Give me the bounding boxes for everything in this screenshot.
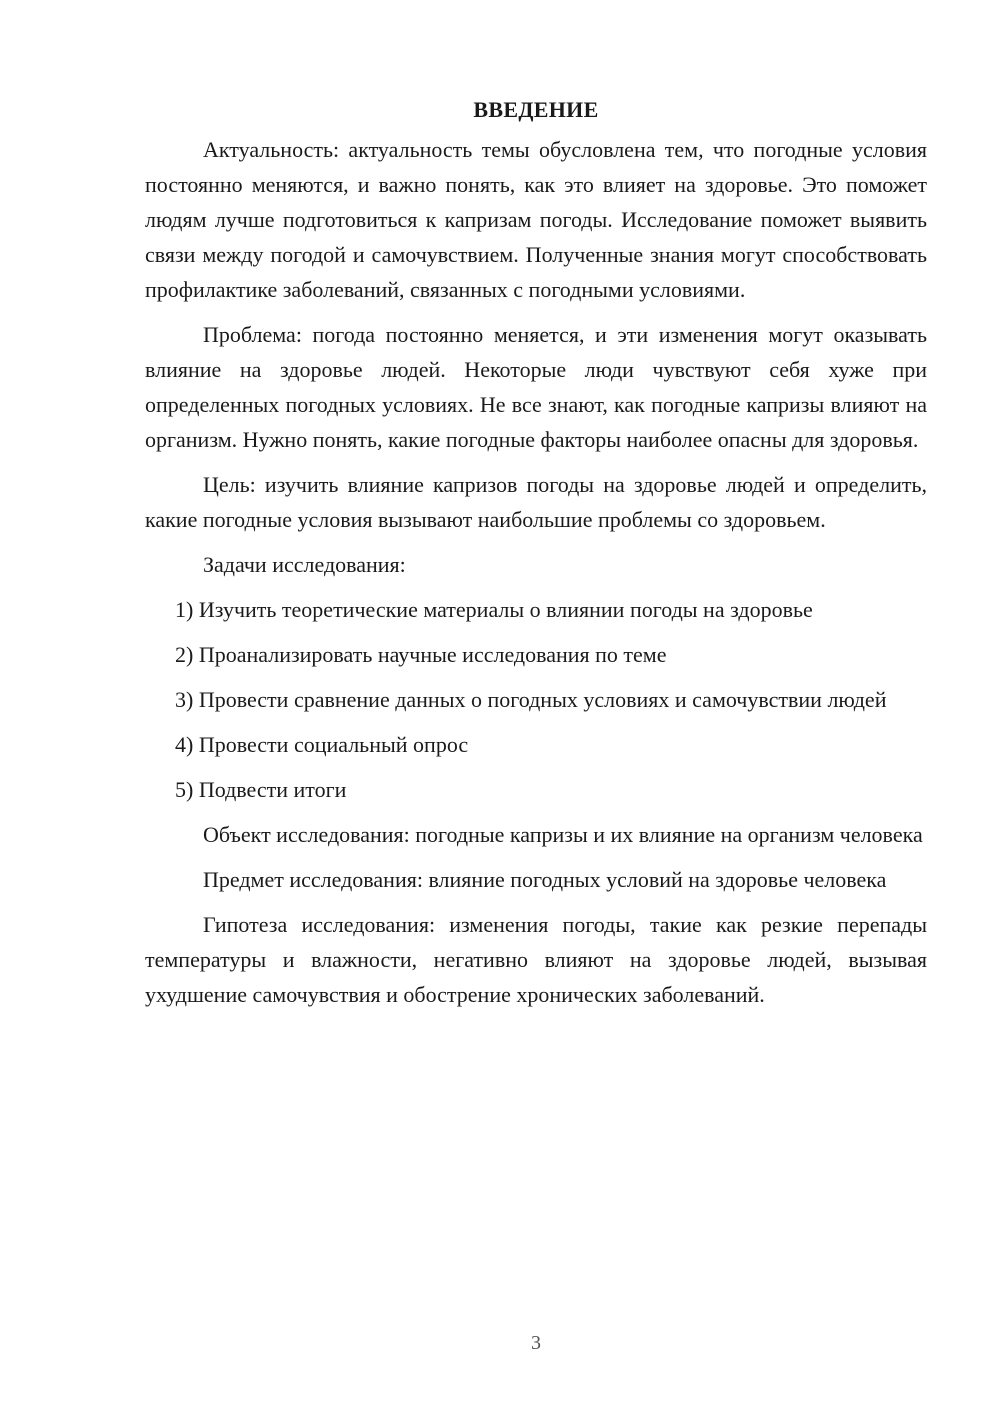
paragraph-problem: Проблема: погода постоянно меняется, и эти изменения могут оказывать влияние на здоровье людей. Некоторые люди чувствуют себя хуже при определенных погодных условиях. Не все знают, как погодные капризы влияют на организм. Нужно понять, какие погодные факторы наиболее опасны для здоровья. bbox=[145, 322, 927, 452]
paragraph-goal: Цель: изучить влияние капризов погоды на здоровье людей и определить, какие погодные условия вызывают наибольшие проблемы со здоровьем. bbox=[145, 472, 927, 532]
list-item: 5) Подвести итоги bbox=[175, 777, 347, 802]
list-item: 3) Провести сравнение данных о погодных условиях и самочувствии людей bbox=[175, 687, 887, 712]
paragraph-object: Объект исследования: погодные капризы и их влияние на организм человека bbox=[203, 822, 923, 847]
paragraph-relevance: Актуальность: актуальность темы обусловлена тем, что погодные условия постоянно меняются, и важно понять, как это влияет на здоровье. Это поможет людям лучше подготовиться к капризам погоды. Исследование поможет выявить связи между погодой и самочувствием. Полученные знания могут способствовать профилактике заболеваний, связанных с погодными условиями. bbox=[145, 137, 927, 302]
tasks-heading: Задачи исследования: bbox=[203, 552, 406, 577]
list-item: 4) Провести социальный опрос bbox=[175, 732, 469, 757]
paragraph-hypothesis: Гипотеза исследования: изменения погоды, такие как резкие перепады температуры и влажности, негативно влияют на здоровье людей, вызывая ухудшение самочувствия и обострение хронических заболеваний. bbox=[145, 912, 927, 1007]
list-item: 1) Изучить теоретические материалы о влиянии погоды на здоровье bbox=[175, 597, 813, 622]
page-content bbox=[145, 92, 927, 1022]
section-heading: ВВЕДЕНИЕ bbox=[473, 97, 599, 122]
page-number: 3 bbox=[531, 1332, 541, 1354]
tasks-list bbox=[145, 592, 927, 807]
paragraph-subject: Предмет исследования: влияние погодных условий на здоровье человека bbox=[203, 867, 887, 892]
list-item: 2) Проанализировать научные исследования по теме bbox=[175, 642, 667, 667]
